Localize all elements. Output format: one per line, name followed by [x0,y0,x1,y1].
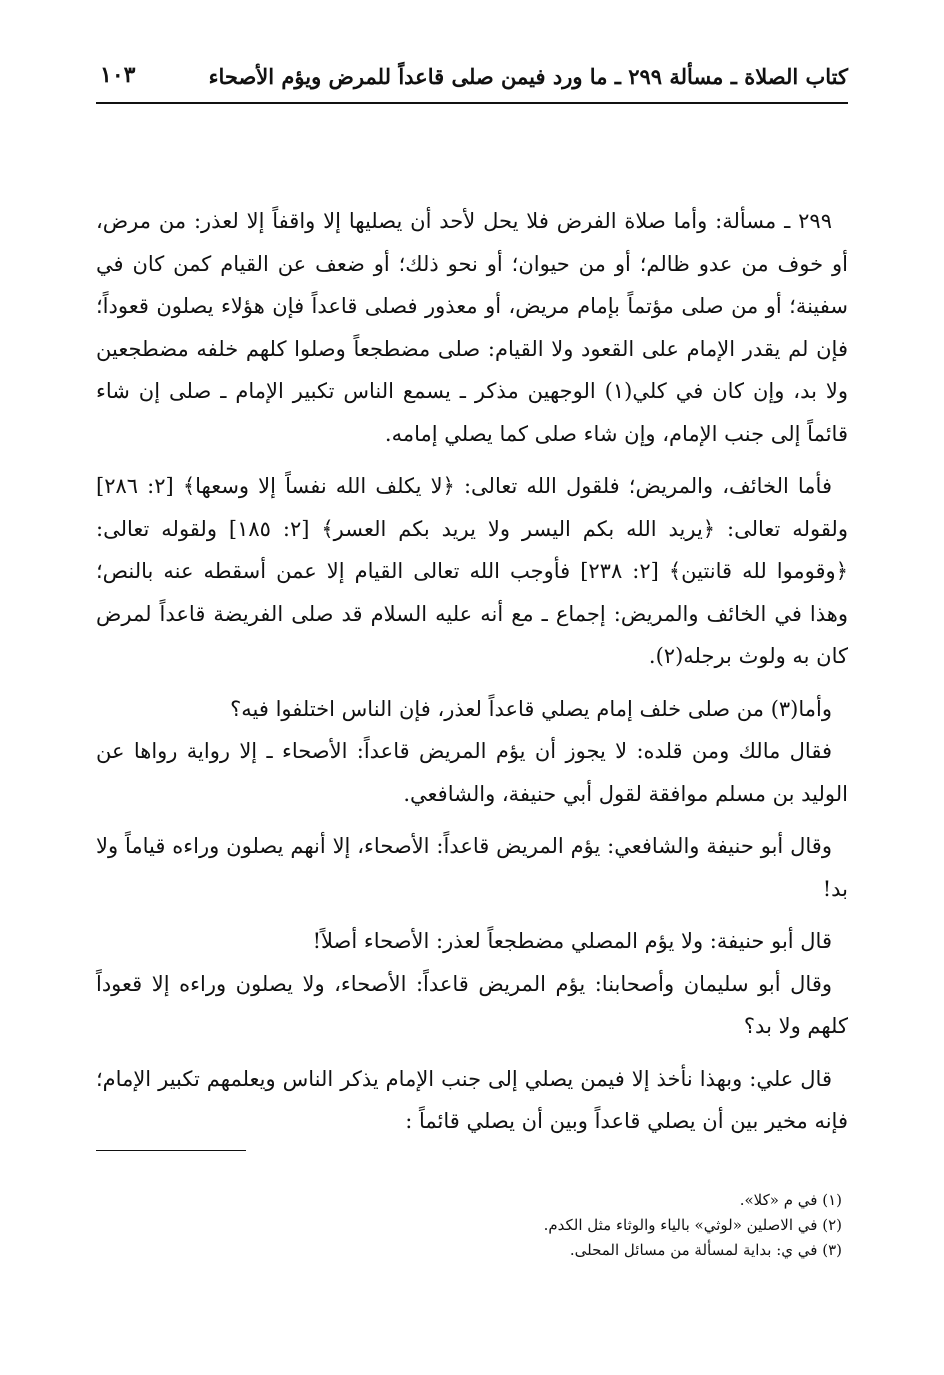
paragraph-abu-sulayman-opinion: وقال أبو سليمان وأصحابنا: يؤم المريض قاعداً: الأصحاء، ولا يصلون وراءه إلا قعوداً كلهم ولا بد؟ [96,971,848,1038]
footnote-1: (١) في م «كلا». [739,1191,842,1209]
running-header-title: كتاب الصلاة ـ مسألة ٢٩٩ ـ ما ورد فيمن صلى قاعداً للمرض ويؤم الأصحاء [208,64,848,89]
footnote-divider [96,1150,246,1151]
paragraph-malik-opinion: فقال مالك ومن قلده: لا يجوز أن يؤم المريض قاعداً: الأصحاء ـ إلا رواية رواها عن الوليد بن مسلم موافقة لقول أبي حنيفة، والشافعي. [96,739,848,806]
page-number: ١٠٣ [100,62,136,88]
book-page [96,58,848,1153]
footnotes [102,1188,842,1263]
footnote-3: (٣) في ي: بداية لمسألة من مسائل المحلى. [569,1241,842,1259]
paragraph-ali-opinion: قال علي: وبهذا نأخذ إلا فيمن يصلي إلى جنب الإمام يذكر الناس ويعلمهم تكبير الإمام؛ فإنه مخير بين أن يصلي قاعداً وبين أن يصلي قائماً : [96,1066,848,1133]
paragraph-abu-hanifa-lying: قال أبو حنيفة: ولا يؤم المصلي مضطجعاً لعذر: الأصحاء أصلاً! [312,929,832,953]
main-text [96,200,848,1143]
paragraph-question: وأما(٣) من صلى خلف إمام يصلي قاعداً لعذر، فإن الناس اختلفوا فيه؟ [230,696,832,721]
running-header [96,58,848,104]
paragraph-abu-hanifa-shafii-opinion: وقال أبو حنيفة والشافعي: يؤم المريض قاعداً: الأصحاء، إلا أنهم يصلون وراءه قياماً ولا بد! [96,834,848,901]
paragraph-issue-299: ٢٩٩ ـ مسألة: وأما صلاة الفرض فلا يحل لأحد أن يصليها إلا واقفاً إلا لعذر: من مرض، أو خوف من عدو ظالم؛ أو من حيوان؛ أو نحو ذلك؛ أو ضعف عن القيام كمن كان في سفينة؛ أو من صلى مؤتماً بإمام مريض، أو معذور فصلى قاعداً فإن هؤلاء يصلون قعوداً؛ فإن لم يقدر الإمام على القعود ولا القيام: صلى مضطجعاً وصلوا كلهم خلفه مضطجعين ولا بد، وإن كان في كلي(١) الوجهين مذكر ـ يسمع الناس تكبير الإمام ـ صلى إن شاء قائماً إلى جنب الإمام، وإن شاء صلى كما يصلي إمامه. [96,209,848,446]
footnote-2: (٢) في الاصلين «لوثي» بالياء والوثاء مثل الكدم. [543,1216,842,1234]
paragraph-evidence: فأما الخائف، والمريض؛ فلقول الله تعالى: ﴿لا يكلف الله نفساً إلا وسعها﴾ [٢: ٢٨٦] ولقوله تعالى: ﴿يريد الله بكم اليسر ولا يريد بكم العسر﴾ [٢: ١٨٥] ولقوله تعالى: ﴿وقوموا لله قانتين﴾ [٢: ٢٣٨] فأوجب الله تعالى القيام إلا عمن أسقطه عنه بالنص؛ وهذا في الخائف والمريض: إجماع ـ مع أنه عليه السلام قد صلى الفريضة قاعداً لمرض كان به ولوث برجله(٢). [96,474,848,668]
